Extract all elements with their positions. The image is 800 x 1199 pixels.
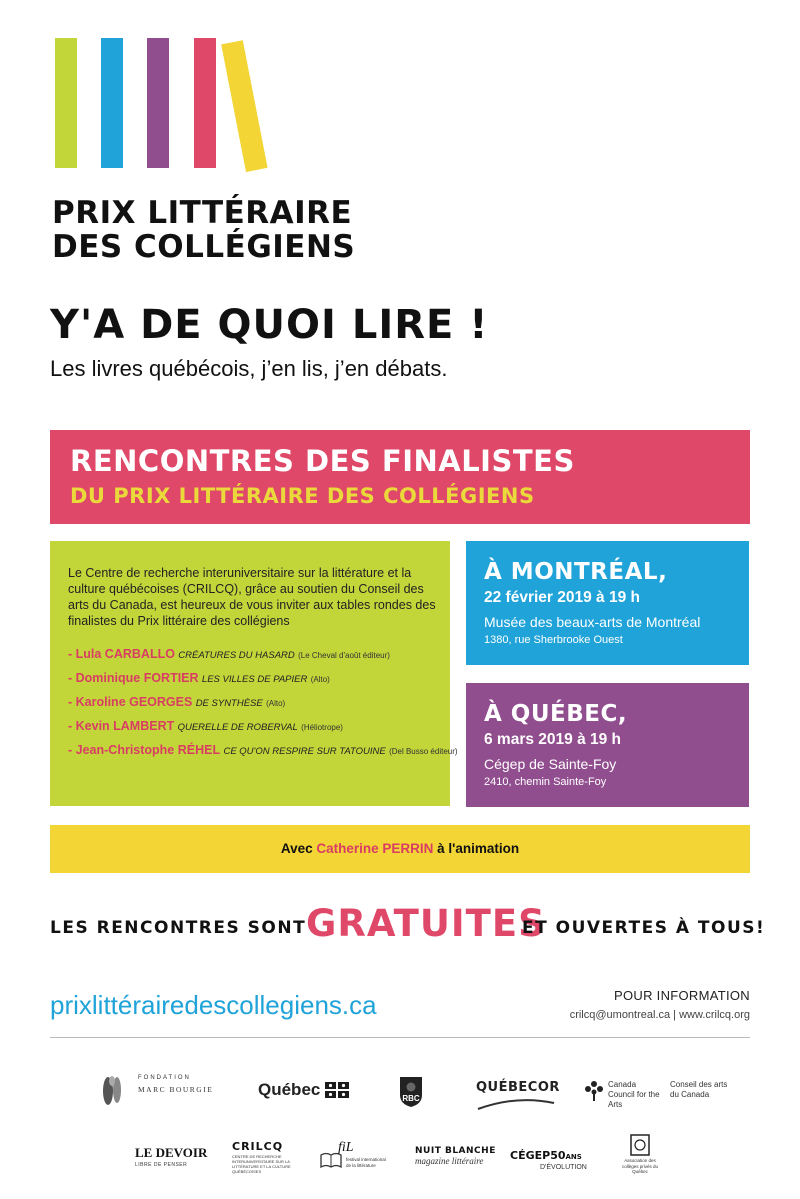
- list-item: [68, 695, 440, 709]
- le-devoir-logo: [135, 1145, 207, 1168]
- event-address: 1380, rue Sherbrooke Ouest: [484, 634, 623, 646]
- cegep-main-label: CÉGEP: [510, 1149, 551, 1162]
- nuit-blanche-label: NUIT BLANCHE: [415, 1146, 496, 1156]
- logo-bar-blue: [101, 38, 123, 168]
- animation-host: Catherine PERRIN: [316, 841, 434, 856]
- fondation-top-label: FONDATION: [138, 1075, 191, 1081]
- nuit-blanche-logo: [415, 1146, 496, 1166]
- book-title: DE SYNTHÈSE: [195, 698, 263, 709]
- event-date: 6 mars 2019 à 19 h: [484, 731, 622, 748]
- tagline: Les livres québécois, j’en lis, j’en débats.: [50, 356, 448, 381]
- cegep-50-label: 50: [550, 1149, 566, 1162]
- montreal-event-box: [466, 541, 749, 665]
- free-text-after: ET OUVERTES À TOUS!: [522, 918, 766, 938]
- brand-name: [52, 196, 355, 264]
- rbc-logo: [398, 1076, 424, 1108]
- fil-logo: [320, 1140, 390, 1170]
- banner-title: RENCONTRES DES FINALISTES: [70, 444, 575, 478]
- crilcq-label: CRILCQ: [232, 1140, 284, 1153]
- canada-council-emblem-icon: [584, 1078, 604, 1102]
- acpq-emblem-icon: [630, 1134, 650, 1156]
- banner-subtitle: DU PRIX LITTÉRAIRE DES COLLÉGIENS: [70, 484, 535, 508]
- finalist-name: - Jean-Christophe RÉHEL: [68, 743, 221, 757]
- list-item: [68, 719, 440, 733]
- finalist-name: - Lula CARBALLO: [68, 647, 175, 661]
- fil-sub: festival international de la littérature: [346, 1157, 386, 1168]
- logo-bar-purple: [147, 38, 169, 168]
- logo-bar-pink: [194, 38, 216, 168]
- crilcq-logo: [232, 1140, 292, 1174]
- logo-bar-yellow: [221, 40, 267, 172]
- free-entry-line: [50, 900, 766, 950]
- quebecor-swoosh-icon: [476, 1097, 556, 1111]
- rbc-shield-icon: [398, 1076, 424, 1108]
- cegep-logo: [510, 1144, 587, 1171]
- book-title: LES VILLES DE PAPIER: [201, 674, 308, 685]
- crilcq-sub: CENTRE DE RECHERCHE INTERUNIVERSITAIRE SUR LA LITTÉRATURE ET LA CULTURE QUÉBÉCOISES: [232, 1154, 291, 1174]
- le-devoir-sub: LIBRE DE PENSER: [135, 1162, 188, 1168]
- fondation-emblem-icon: [100, 1073, 126, 1107]
- cegep-wordmark: [510, 1144, 587, 1163]
- event-venue: Cégep de Sainte-Foy: [484, 756, 617, 772]
- cegep-sub: D'ÉVOLUTION: [540, 1164, 587, 1171]
- quebec-event-box: [466, 683, 749, 807]
- publisher: (Del Busso éditeur): [389, 747, 458, 756]
- finalist-name: - Kevin LAMBERT: [68, 719, 175, 733]
- quebecor-label: QUÉBECOR: [476, 1080, 560, 1095]
- quebecor-logo: [476, 1078, 560, 1111]
- canada-council-fr: Conseil des arts du Canada: [670, 1080, 728, 1099]
- event-venue: Musée des beaux-arts de Montréal: [484, 614, 701, 630]
- city-name: À MONTRÉAL,: [484, 559, 668, 585]
- list-item: [68, 671, 440, 685]
- website-link[interactable]: prixlittérairedescollegiens.ca: [50, 990, 377, 1020]
- free-highlight: GRATUITES: [306, 902, 546, 945]
- slogan: Y'A DE QUOI LIRE !: [50, 302, 489, 348]
- info-title: POUR INFORMATION: [614, 988, 750, 1003]
- list-item: [68, 647, 440, 661]
- brand-line-2: DES COLLÉGIENS: [52, 229, 356, 265]
- quebec-label: Québec: [258, 1080, 321, 1099]
- divider: [50, 1037, 750, 1038]
- acpq-label: Association des collèges privés du Québec: [621, 1158, 659, 1174]
- animation-prefix: Avec: [280, 841, 313, 856]
- canada-council-en: Canada Council for the Arts: [608, 1080, 660, 1109]
- city-name: À QUÉBEC,: [484, 701, 628, 727]
- title-banner: [50, 430, 750, 524]
- canada-council-logo: [584, 1078, 754, 1108]
- animation-banner: [50, 825, 750, 873]
- fondation-logo: [100, 1073, 214, 1113]
- publisher: (Alto): [310, 675, 330, 684]
- animation-suffix: à l'animation: [437, 841, 520, 856]
- acpq-logo: [620, 1134, 660, 1175]
- publisher: (Le Cheval d'août éditeur): [298, 651, 390, 660]
- brand-line-1: PRIX LITTÉRAIRE: [52, 195, 353, 231]
- event-address: 2410, chemin Sainte-Foy: [484, 776, 607, 788]
- finalist-name: - Karoline GEORGES: [68, 695, 193, 709]
- finalists-panel: [50, 541, 458, 806]
- book-title: CRÉATURES DU HASARD: [178, 650, 295, 661]
- publisher: (Héliotrope): [301, 723, 343, 732]
- fil-label: fiL: [338, 1140, 354, 1155]
- intro-text: Le Centre de recherche interuniversitaire sur la littérature et la culture québécoises (CRILCQ), grâce au soutien du Conseil des arts du Canada, est heureux de vous inviter aux tables rondes des finalistes du Prix littéraire des collégiens: [68, 566, 436, 628]
- cegep-ans-label: ANS: [565, 1153, 582, 1161]
- logo-bars: [50, 38, 300, 188]
- finalists-list: [68, 647, 458, 757]
- list-item: [68, 743, 458, 757]
- finalist-name: - Dominique FORTIER: [68, 671, 199, 685]
- logo-bar-green: [55, 38, 77, 168]
- rbc-label: RBC: [402, 1094, 420, 1103]
- fleur-de-lis-flag-icon: [325, 1082, 349, 1098]
- publisher: (Alto): [266, 699, 286, 708]
- info-contact[interactable]: crilcq@umontreal.ca | www.crilcq.org: [569, 1009, 750, 1021]
- book-title: QUERELLE DE ROBERVAL: [177, 722, 298, 733]
- fondation-name-label: MARC BOURGIE: [138, 1085, 214, 1094]
- quebec-logo: [258, 1080, 349, 1100]
- info-block: [570, 988, 750, 1021]
- le-devoir-label: LE DEVOIR: [135, 1145, 208, 1160]
- nuit-blanche-sub: magazine littéraire: [415, 1156, 484, 1166]
- book-title: CE QU'ON RESPIRE SUR TATOUINE: [223, 746, 386, 757]
- event-date: 22 février 2019 à 19 h: [484, 589, 640, 606]
- free-text-before: LES RENCONTRES SONT: [50, 918, 307, 938]
